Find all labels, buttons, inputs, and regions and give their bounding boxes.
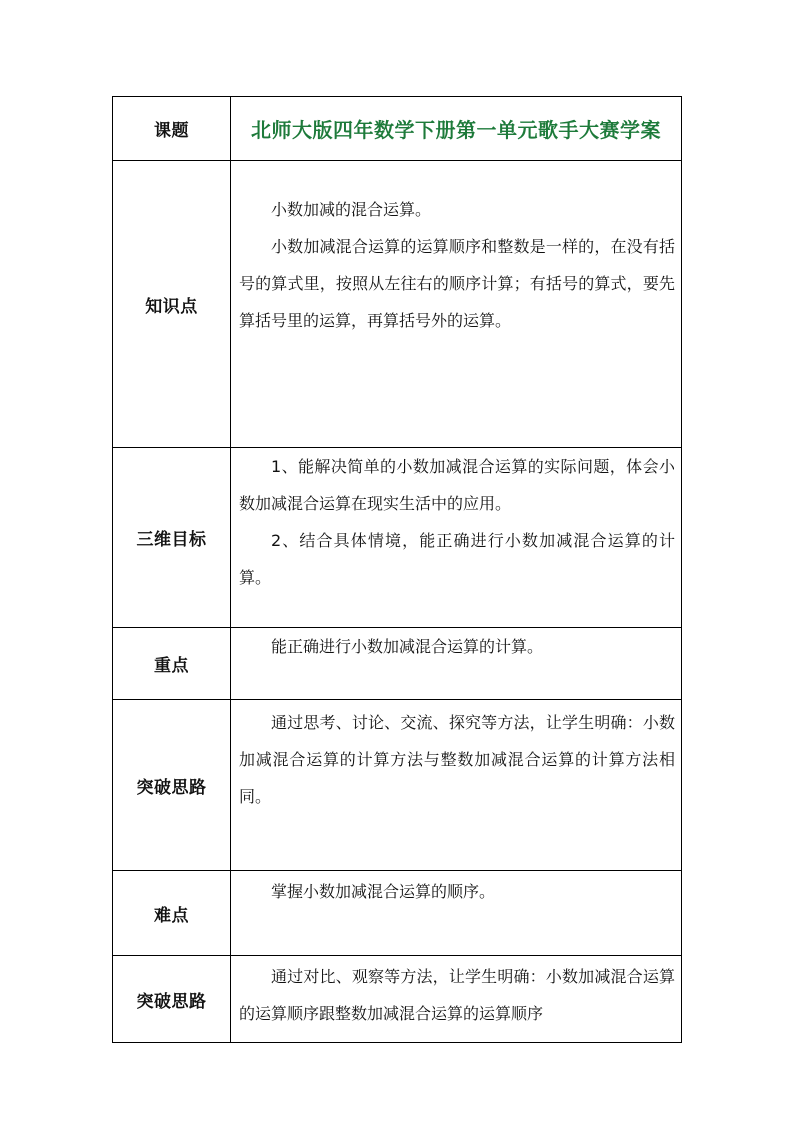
row-content <box>231 448 682 628</box>
table-row-three-dimensional-goals <box>113 448 682 628</box>
row-label: 突破思路 <box>113 700 231 871</box>
table-row-key-point <box>113 628 682 700</box>
row-content <box>231 628 682 700</box>
paragraph: 2、结合具体情境，能正确进行小数加减混合运算的计算。 <box>239 531 675 587</box>
row-label: 难点 <box>113 871 231 956</box>
table-row-knowledge-points <box>113 161 682 448</box>
document-title: 北师大版四年数学下册第一单元歌手大赛学案 <box>231 97 682 161</box>
table-row-breakthrough-approach <box>113 700 682 871</box>
table-row-difficult-point <box>113 871 682 956</box>
row-content <box>231 871 682 956</box>
row-content <box>231 956 682 1043</box>
row-label: 知识点 <box>113 161 231 448</box>
table-row-breakthrough-approach <box>113 956 682 1043</box>
row-label: 突破思路 <box>113 956 231 1043</box>
paragraph: 1、能解决简单的小数加减混合运算的实际问题，体会小数加减混合运算在现实生活中的应用。 <box>239 457 675 513</box>
title-row <box>113 97 682 161</box>
row-label: 重点 <box>113 628 231 700</box>
paragraph: 能正确进行小数加减混合运算的计算。 <box>271 637 544 656</box>
paragraph: 掌握小数加减混合运算的顺序。 <box>271 882 496 901</box>
row-content <box>231 700 682 871</box>
row-content <box>231 161 682 448</box>
row-label: 三维目标 <box>113 448 231 628</box>
title-label: 课题 <box>113 97 231 161</box>
paragraph: 通过对比、观察等方法，让学生明确：小数加减混合运算的运算顺序跟整数加减混合运算的运算顺序 <box>239 967 675 1023</box>
paragraph: 小数加减的混合运算。 <box>271 200 432 219</box>
lesson-plan-table <box>112 96 682 1043</box>
paragraph: 通过思考、讨论、交流、探究等方法，让学生明确：小数加减混合运算的计算方法与整数加减混合运算的计算方法相同。 <box>239 713 675 806</box>
paragraph: 小数加减混合运算的运算顺序和整数是一样的，在没有括号的算式里，按照从左往右的顺序计算；有括号的算式，要先算括号里的运算，再算括号外的运算。 <box>239 237 675 330</box>
